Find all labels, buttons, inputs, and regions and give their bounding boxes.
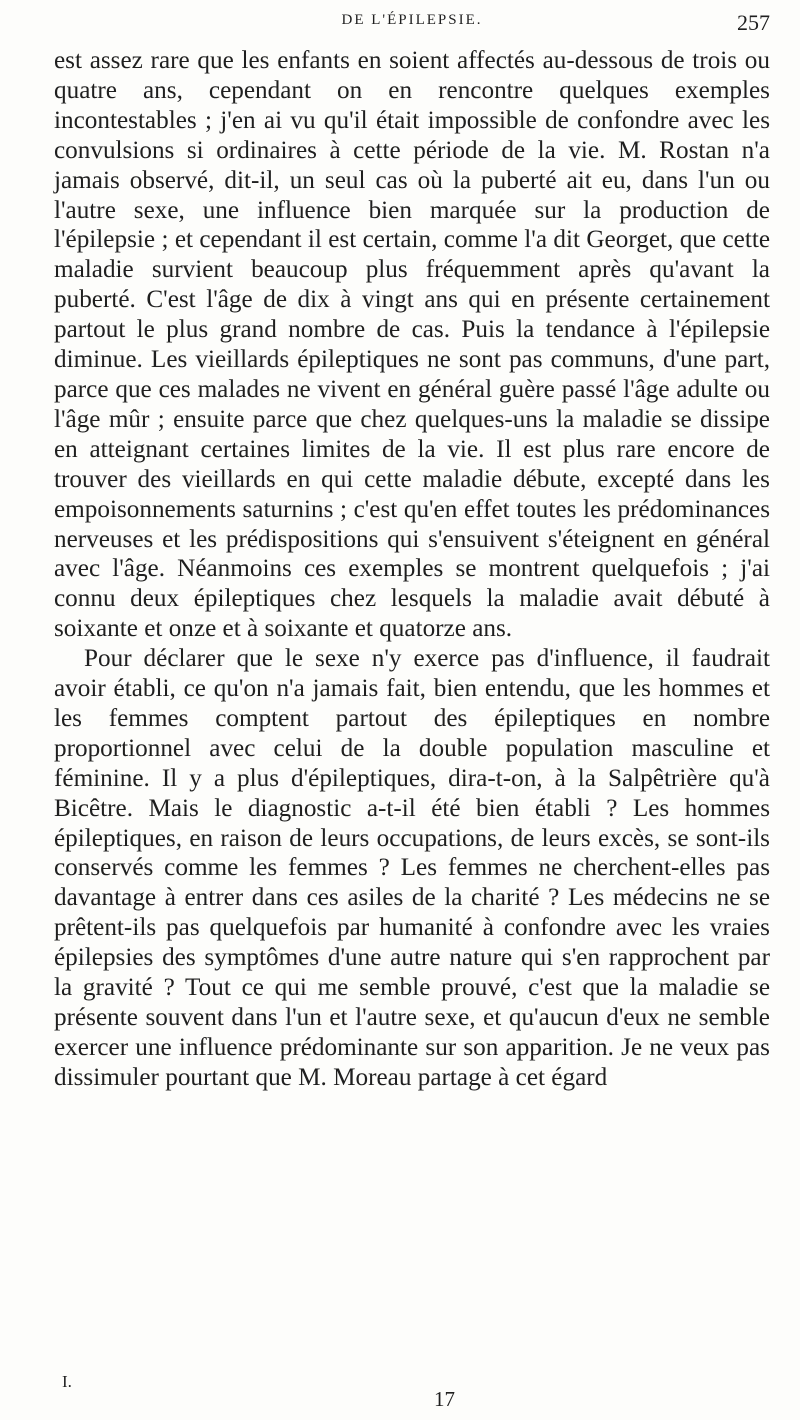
body-text <box>54 46 770 1093</box>
signature-mark: I. <box>62 1372 72 1391</box>
sheet-number: 17 <box>434 1387 455 1411</box>
page-number: 257 <box>737 10 770 35</box>
paragraph-sex: Pour déclarer que le sexe n'y exerce pas d'influence, il faudrait avoir établi, ce qu'on n'a jamais fait, bien entendu, que les hommes et les femmes comptent partout des épileptiques en nombre proportionnel avec celui de la double population masculine et féminine. Il y a plus d'épileptiques, dira-t-on, à la Salpêtrière qu'à Bicêtre. Mais le diagnostic a-t-il été bien établi ? Les hommes épileptiques, en raison de leurs occupations, de leurs excès, se sont-ils conservés comme les femmes ? Les femmes ne cherchent-elles pas davantage à entrer dans ces asiles de la charité ? Les médecins ne se prêtent-ils pas quelquefois par humanité à confondre avec les vraies épilepsies des symptômes d'une autre nature qui s'en rapprochent par la gravité ? Tout ce qui me semble prouvé, c'est que la maladie se présente souvent dans l'un et l'autre sexe, et qu'aucun d'eux ne semble exercer une influence prédominante sur son apparition. Je ne veux pas dissimuler pourtant que M. Moreau partage à cet égard <box>54 645 770 1091</box>
paragraph-age: est assez rare que les enfants en soient affectés au-dessous de trois ou quatre ans, cependant on en rencontre quelques exemples incontestables ; j'en ai vu qu'il était impossible de confondre avec les convulsions si ordinaires à cette période de la vie. M. Rostan n'a jamais observé, dit-il, un seul cas où la puberté ait eu, dans l'un ou l'autre sexe, une influence bien marquée sur la production de l'épilepsie ; et cependant il est certain, comme l'a dit Georget, que cette maladie survient beaucoup plus fréquemment après qu'avant la puberté. C'est l'âge de dix à vingt ans qui en présente certainement partout le plus grand nombre de cas. Puis la tendance à l'épilepsie diminue. Les vieillards épileptiques ne sont pas communs, d'une part, parce que ces malades ne vivent en général guère passé l'âge adulte ou l'âge mûr ; ensuite parce que chez quelques-uns la maladie se dissipe en atteignant certaines limites de la vie. Il est plus rare encore de trouver des vieillards en qui cette maladie débute, excepté dans les empoisonnements saturnins ; c'est qu'en effet toutes les prédominances nerveuses et les prédispositions qui s'ensuivent s'éteignent en général avec l'âge. Néanmoins ces exemples se montrent quelquefois ; j'ai connu deux épileptiques chez lesquels la maladie avait débuté à soixante et onze et à soixante et quatorze ans. <box>54 47 770 643</box>
running-title: DE L'ÉPILEPSIE. <box>341 12 483 28</box>
running-head <box>54 8 770 36</box>
